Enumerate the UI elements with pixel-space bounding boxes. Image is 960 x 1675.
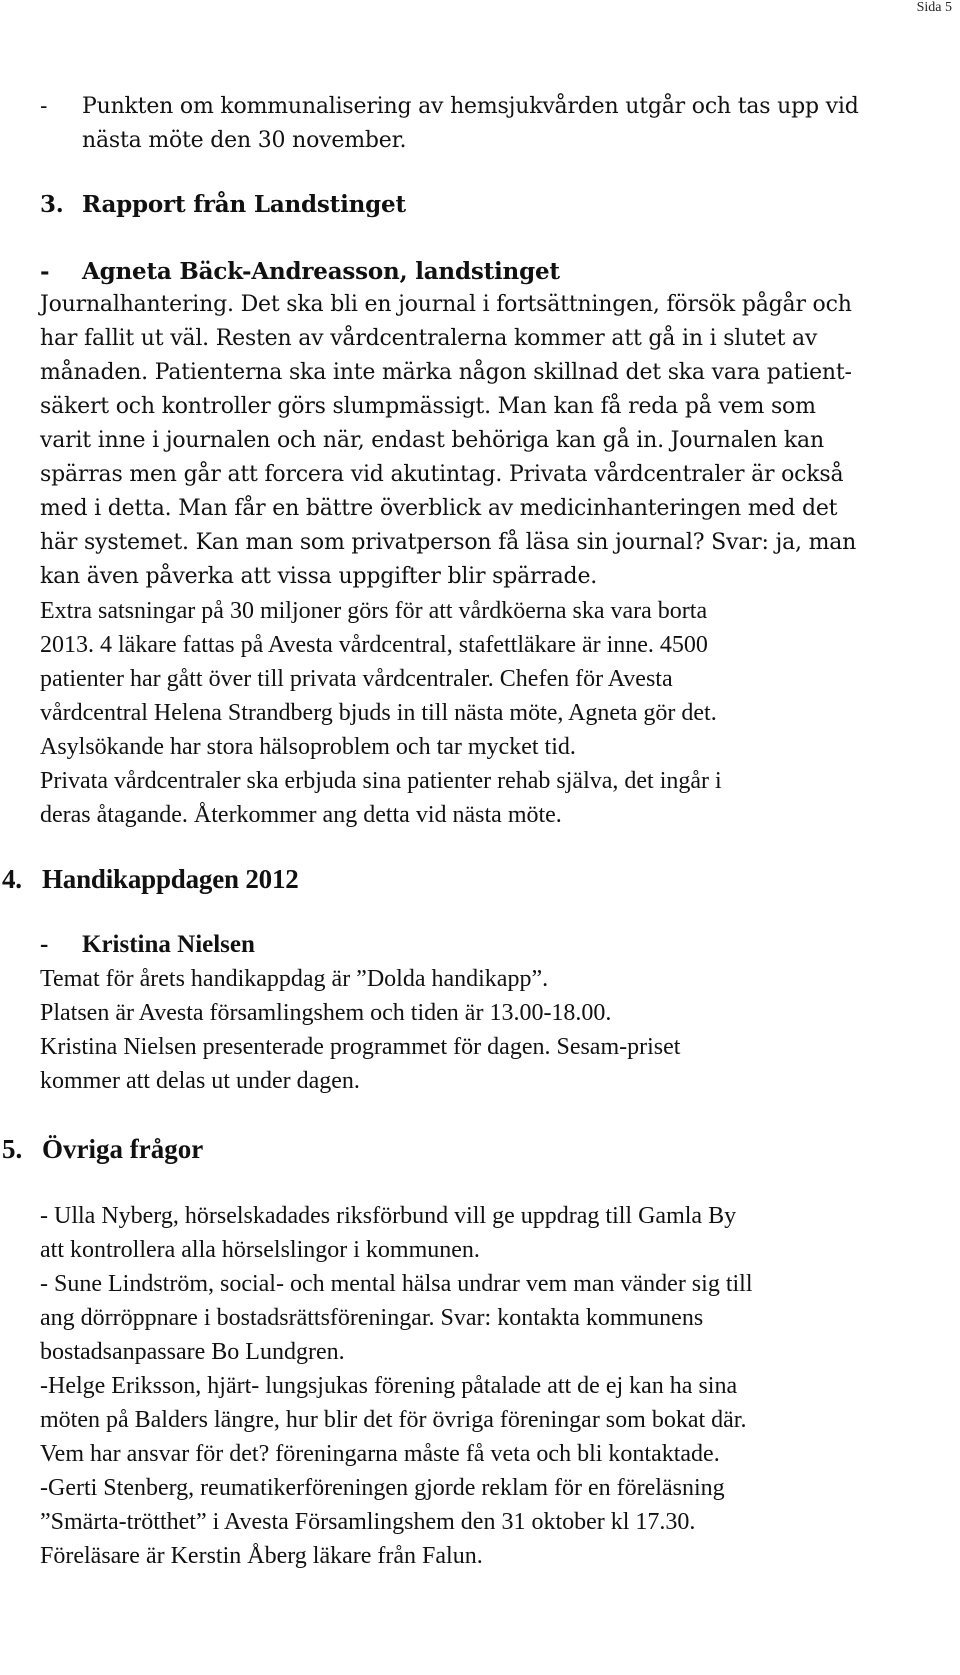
list-dash: - — [40, 94, 48, 119]
paragraph-line: - Sune Lindström, social- och mental hälsa undrar vem man vänder sig till — [40, 1271, 753, 1297]
section-4-paragraph — [40, 962, 940, 1098]
section-3-heading — [40, 188, 940, 222]
section-4-speaker-name: Kristina Nielsen — [82, 931, 255, 958]
paragraph-line: Privata vårdcentraler ska erbjuda sina patienter rehab själva, det ingår i — [40, 768, 722, 794]
paragraph-line: Vem har ansvar för det? föreningarna måste få veta och bli kontaktade. — [40, 1441, 720, 1467]
section-4-heading — [2, 862, 902, 896]
paragraph-line: möten på Balders längre, hur blir det för övriga föreningar som bokat där. — [40, 1407, 747, 1433]
section-4-number: 4. — [2, 864, 22, 894]
paragraph-line: -Gerti Stenberg, reumatikerföreningen gjorde reklam för en föreläsning — [40, 1475, 725, 1501]
paragraph-line: deras åtagande. Återkommer ang detta vid nästa möte. — [40, 802, 562, 828]
paragraph-line: Temat för årets handikappdag är ”Dolda handikapp”. — [40, 966, 549, 992]
paragraph-line: Kristina Nielsen presenterade programmet för dagen. Sesam-priset — [40, 1034, 681, 1060]
paragraph-line: varit inne i journalen och när, endast behöriga kan gå in. Journalen kan — [40, 428, 824, 453]
paragraph-line: med i detta. Man får en bättre överblick av medicinhanteringen med det — [40, 496, 838, 521]
paragraph-line: här systemet. Kan man som privatperson få läsa sin journal? Svar: ja, man — [40, 530, 857, 555]
paragraph-line: vårdcentral Helena Strandberg bjuds in till nästa möte, Agneta gör det. — [40, 700, 717, 726]
paragraph-line: Journalhantering. Det ska bli en journal i fortsättningen, försök pågår och — [40, 292, 852, 317]
paragraph-line: kommer att delas ut under dagen. — [40, 1068, 360, 1094]
intro-item — [40, 90, 940, 158]
paragraph-line: ”Smärta-trötthet” i Avesta Församlingshem den 31 oktober kl 17.30. — [40, 1509, 696, 1535]
paragraph-line: Platsen är Avesta församlingshem och tiden är 13.00-18.00. — [40, 1000, 612, 1026]
section-3-speaker-name: Agneta Bäck-Andreasson, landstinget — [82, 258, 560, 285]
paragraph-line: bostadsanpassare Bo Lundgren. — [40, 1339, 345, 1365]
intro-line-2: nästa möte den 30 november. — [82, 128, 407, 153]
paragraph-line: Extra satsningar på 30 miljoner görs för att vårdköerna ska vara borta — [40, 598, 708, 624]
section-5-number: 5. — [2, 1134, 23, 1164]
page-number: Sida 5 — [916, 0, 952, 15]
section-3-speaker — [40, 255, 940, 289]
section-5-title: Övriga frågor — [42, 1134, 204, 1164]
paragraph-line: ang dörröppnare i bostadsrättsföreningar. Svar: kontakta kommunens — [40, 1305, 704, 1331]
paragraph-line: månaden. Patienterna ska inte märka någon skillnad det ska vara patient- — [40, 360, 852, 385]
paragraph-line: patienter har gått över till privata vårdcentraler. Chefen för Avesta — [40, 666, 673, 692]
section-4-title: Handikappdagen 2012 — [42, 864, 299, 894]
paragraph-line: -Helge Eriksson, hjärt- lungsjukas förening påtalade att de ej kan ha sina — [40, 1373, 738, 1399]
paragraph-line: Föreläsare är Kerstin Åberg läkare från Falun. — [40, 1543, 483, 1569]
paragraph-line: att kontrollera alla hörselslingor i kommunen. — [40, 1237, 480, 1263]
list-dash: - — [40, 931, 49, 958]
section-3-paragraph-a — [40, 288, 940, 594]
paragraph-line: spärras men går att forcera vid akutintag. Privata vårdcentraler är också — [40, 462, 844, 487]
paragraph-line: har fallit ut väl. Resten av vårdcentralerna kommer att gå in i slutet av — [40, 326, 818, 351]
paragraph-line: Asylsökande har stora hälsoproblem och tar mycket tid. — [40, 734, 576, 760]
paragraph-line: 2013. 4 läkare fattas på Avesta vårdcentral, stafettläkare är inne. 4500 — [40, 632, 708, 658]
section-3-title: Rapport från Landstinget — [82, 191, 406, 218]
paragraph-line: - Ulla Nyberg, hörselskadades riksförbund vill ge uppdrag till Gamla By — [40, 1203, 737, 1229]
section-3-number: 3. — [40, 191, 64, 218]
intro-line-1: - Punkten om kommunalisering av hemsjukvården utgår och tas upp vid — [40, 90, 940, 124]
section-5-heading — [2, 1132, 902, 1166]
section-4-speaker — [40, 928, 940, 962]
paragraph-line: kan även påverka att vissa uppgifter blir spärrade. — [40, 564, 598, 589]
section-3-paragraph-b — [40, 594, 940, 832]
section-5-paragraph — [40, 1199, 940, 1573]
list-dash: - — [40, 258, 50, 285]
paragraph-line: säkert och kontroller görs slumpmässigt. Man kan få reda på vem som — [40, 394, 816, 419]
